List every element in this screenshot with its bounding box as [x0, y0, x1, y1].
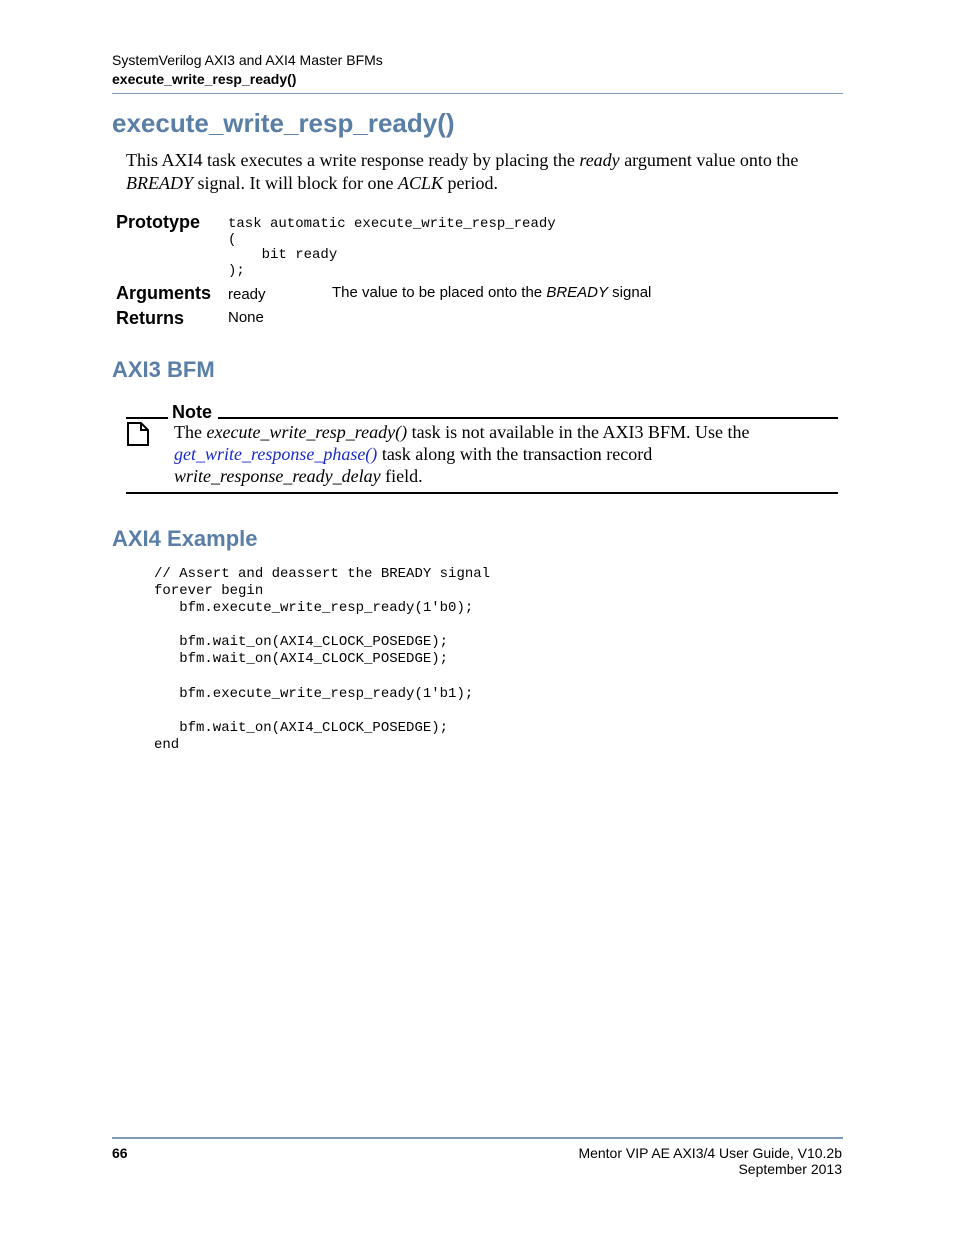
intro-ready-em: ready	[579, 150, 620, 170]
note-label: Note	[172, 402, 212, 422]
intro-text-2: argument value onto the	[619, 150, 799, 170]
prototype-line: task automatic execute_write_resp_ready	[228, 216, 556, 232]
prototype-label: Prototype	[116, 212, 201, 232]
returns-label: Returns	[116, 308, 185, 328]
header-divider	[112, 93, 843, 94]
footer-date: September 2013	[738, 1161, 842, 1177]
note-text-3: task along with the transaction record	[377, 444, 653, 464]
prototype-line: (	[228, 232, 237, 248]
intro-text-1: This AXI4 task executes a write response ready by placing the	[126, 150, 580, 170]
prototype-line: bit ready	[228, 247, 338, 263]
note-text-4: field.	[380, 466, 423, 486]
arguments-label: Arguments	[116, 283, 212, 303]
argument-name: ready	[228, 286, 266, 303]
note-text-2: task is not available in the AXI3 BFM. Use the	[407, 422, 750, 442]
intro-text-3: signal. It will block for one	[193, 173, 398, 193]
note-field-em: write_response_ready_delay	[174, 466, 381, 486]
argument-description	[332, 284, 651, 301]
footer-guide-title: Mentor VIP AE AXI3/4 User Guide, V10.2b	[578, 1145, 842, 1161]
intro-bready-em: BREADY	[126, 173, 193, 193]
page-number: 66	[112, 1145, 128, 1161]
intro-text-4: period.	[443, 173, 498, 193]
note-document-icon	[126, 421, 150, 452]
page-title: execute_write_resp_ready()	[112, 108, 455, 138]
note-text-1: The	[174, 422, 207, 442]
note-task-em: execute_write_resp_ready()	[206, 422, 408, 442]
intro-paragraph	[126, 149, 846, 195]
note-rule-top-left	[126, 417, 168, 419]
axi4-example-code: // Assert and deassert the BREADY signal forever begin bfm.execute_write_resp_ready(1'b0); bfm.wait_on(AXI4_CLOCK_POSEDGE); bfm.wait_on(AXI4_CLOCK_POSEDGE); bfm.execute_write_resp_ready(1'b1); bfm.wait_on(AXI4_CLOCK_POSEDGE); end	[154, 566, 491, 753]
argument-desc-text: The value to be placed onto the	[332, 284, 547, 301]
footer-divider	[112, 1137, 843, 1139]
prototype-line: );	[228, 263, 245, 279]
section-heading-axi4: AXI4 Example	[112, 526, 258, 551]
running-header-title: SystemVerilog AXI3 and AXI4 Master BFMs	[112, 52, 383, 68]
running-header-section: execute_write_resp_ready()	[112, 71, 297, 87]
intro-aclk-em: ACLK	[397, 173, 443, 193]
argument-desc-em: BREADY	[546, 284, 609, 301]
section-heading-axi3: AXI3 BFM	[112, 357, 215, 382]
note-body	[174, 421, 834, 487]
note-rule-top-right	[218, 417, 838, 419]
note-rule-bottom	[126, 492, 838, 494]
returns-value: None	[228, 309, 264, 326]
get-write-response-phase-link[interactable]: get_write_response_phase()	[174, 444, 378, 464]
argument-desc-suffix: signal	[608, 284, 652, 301]
